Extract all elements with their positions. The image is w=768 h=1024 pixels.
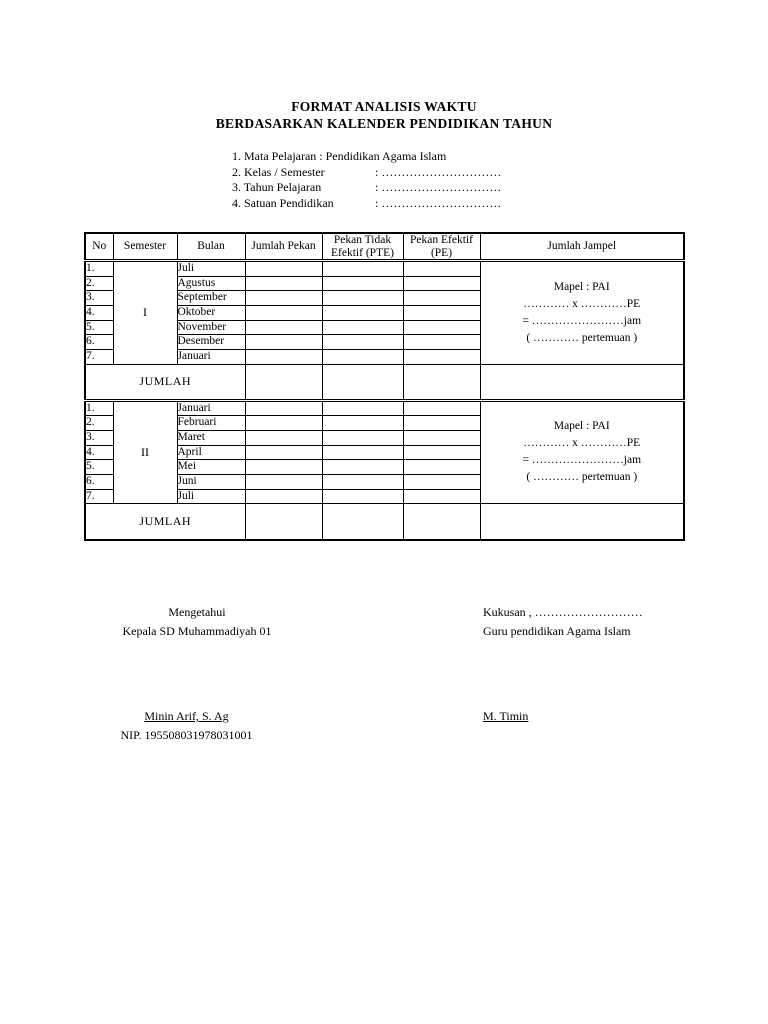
pe-cell [403, 474, 480, 489]
pte-cell [322, 489, 403, 504]
jumlah-pekan-cell [245, 504, 322, 540]
table-row [85, 261, 684, 277]
jumlah-pekan-cell [245, 291, 322, 306]
jumlah-row [85, 364, 684, 400]
bulan-cell: Juli [177, 489, 245, 504]
header-line: Pekan Tidak [333, 234, 392, 246]
bulan-cell: Agustus [177, 276, 245, 291]
signature-place-line: Kukusan , ……………………… [483, 605, 643, 619]
col-header-jumlah-jampel: Jumlah Jampel [480, 233, 684, 261]
pte-cell [322, 460, 403, 475]
no-cell: 2. [85, 276, 113, 291]
bulan-cell: Desember [177, 335, 245, 350]
jumlah-pekan-cell [245, 349, 322, 364]
no-cell: 4. [85, 445, 113, 460]
table-row [85, 400, 684, 416]
jumlah-pekan-cell [245, 305, 322, 320]
col-header-jumlah-pekan: Jumlah Pekan [245, 233, 322, 261]
signer-left [84, 707, 289, 745]
header-line: Pekan Efektif [410, 234, 473, 246]
signature-block-left [84, 603, 310, 640]
jumlah-label-cell: JUMLAH [85, 364, 245, 400]
pe-cell [403, 335, 480, 350]
jumlah-pekan-cell [245, 400, 322, 416]
no-cell: 5. [85, 460, 113, 475]
table-header-row [85, 233, 684, 261]
no-cell: 6. [85, 335, 113, 350]
pe-cell [403, 445, 480, 460]
bulan-cell: Mei [177, 460, 245, 475]
pte-cell [322, 445, 403, 460]
pte-cell [322, 364, 403, 400]
col-header-pekan-efektif [403, 233, 480, 261]
col-header-bulan: Bulan [177, 233, 245, 261]
info-label: 1. Mata Pelajaran : Pendidikan Agama Islam [232, 149, 447, 163]
jumlah-pekan-cell [245, 474, 322, 489]
signer-nip: NIP. 195508031978031001 [120, 728, 253, 742]
col-header-pekan-tidak-efektif [322, 233, 403, 261]
jampel-line: Mapel : PAI [553, 420, 610, 433]
info-value: : ………………………… [375, 164, 502, 179]
pte-cell [322, 430, 403, 445]
signature-block-right [483, 603, 643, 640]
jumlah-pekan-cell [245, 276, 322, 291]
no-cell: 6. [85, 474, 113, 489]
info-item-kelas-semester [232, 165, 501, 181]
bulan-cell: Juni [177, 474, 245, 489]
pte-cell [322, 305, 403, 320]
pe-cell [403, 400, 480, 416]
jumlah-pekan-cell [245, 445, 322, 460]
page-title [0, 99, 768, 132]
info-item-mata-pelajaran [232, 149, 501, 165]
signer-name: Minin Arif, S. Ag [144, 709, 229, 723]
pte-cell [322, 400, 403, 416]
signature-role-line: Kepala SD Muhammadiyah 01 [122, 623, 272, 638]
jampel-line: ………… x …………PE [523, 297, 641, 310]
jumlah-jampel-cell [480, 364, 684, 400]
no-cell: 7. [85, 489, 113, 504]
jampel-line: ( ………… pertemuan ) [526, 471, 638, 484]
col-header-no: No [85, 233, 113, 261]
signature-role-line: Mengetahui [168, 605, 226, 619]
pe-cell [403, 291, 480, 306]
pe-cell [403, 416, 480, 431]
no-cell: 3. [85, 430, 113, 445]
pe-cell [403, 504, 480, 540]
pte-cell [322, 335, 403, 350]
pe-cell [403, 460, 480, 475]
jumlah-jampel-cell [480, 504, 684, 540]
info-label: 4. Satuan Pendidikan [232, 195, 334, 210]
no-cell: 4. [85, 305, 113, 320]
jumlah-pekan-cell [245, 364, 322, 400]
no-cell: 3. [85, 291, 113, 306]
pte-cell [322, 416, 403, 431]
info-item-satuan-pendidikan [232, 196, 501, 212]
header-line: Efektif (PTE) [331, 246, 394, 259]
signer-right [483, 707, 528, 726]
bulan-cell: Maret [177, 430, 245, 445]
jampel-line: = ……………………jam [522, 314, 642, 327]
jampel-line: Mapel : PAI [553, 280, 610, 293]
jumlah-jampel-cell [480, 400, 684, 504]
bulan-cell: April [177, 445, 245, 460]
info-label: 2. Kelas / Semester [232, 164, 325, 179]
pe-cell [403, 320, 480, 335]
pte-cell [322, 291, 403, 306]
jumlah-pekan-cell [245, 416, 322, 431]
time-analysis-table [84, 232, 685, 541]
bulan-cell: September [177, 291, 245, 306]
jampel-line: ………… x …………PE [523, 437, 641, 450]
title-line-2: BERDASARKAN KALENDER PENDIDIKAN TAHUN [215, 115, 553, 131]
jumlah-pekan-cell [245, 320, 322, 335]
bulan-cell: Januari [177, 400, 245, 416]
title-line-1: FORMAT ANALISIS WAKTU [291, 99, 477, 114]
no-cell: 2. [85, 416, 113, 431]
info-label: 3. Tahun Pelajaran [232, 180, 322, 195]
jumlah-pekan-cell [245, 460, 322, 475]
info-value: : ………………………… [375, 180, 502, 195]
signer-name: M. Timin [483, 709, 529, 723]
no-cell: 5. [85, 320, 113, 335]
pe-cell [403, 349, 480, 364]
jampel-line: ( ………… pertemuan ) [526, 331, 638, 344]
pe-cell [403, 261, 480, 277]
pe-cell [403, 489, 480, 504]
bulan-cell: Januari [177, 349, 245, 364]
info-value: : ………………………… [375, 195, 502, 210]
pte-cell [322, 504, 403, 540]
pe-cell [403, 364, 480, 400]
bulan-cell: Februari [177, 416, 245, 431]
pe-cell [403, 305, 480, 320]
pte-cell [322, 320, 403, 335]
col-header-semester: Semester [113, 233, 177, 261]
jumlah-pekan-cell [245, 261, 322, 277]
pte-cell [322, 349, 403, 364]
pte-cell [322, 474, 403, 489]
jampel-line: = ……………………jam [522, 454, 642, 467]
no-cell: 1. [85, 400, 113, 416]
signature-role-line: Guru pendidikan Agama Islam [483, 623, 631, 638]
no-cell: 1. [85, 261, 113, 277]
pte-cell [322, 276, 403, 291]
pe-cell [403, 276, 480, 291]
jumlah-label-cell: JUMLAH [85, 504, 245, 540]
pte-cell [322, 261, 403, 277]
jumlah-jampel-cell [480, 261, 684, 365]
pe-cell [403, 430, 480, 445]
info-item-tahun-pelajaran [232, 180, 501, 196]
semester-cell: II [113, 400, 177, 504]
no-cell: 7. [85, 349, 113, 364]
bulan-cell: Oktober [177, 305, 245, 320]
bulan-cell: Juli [177, 261, 245, 277]
bulan-cell: November [177, 320, 245, 335]
jumlah-pekan-cell [245, 335, 322, 350]
semester-cell: I [113, 261, 177, 365]
subject-info-list [232, 149, 501, 211]
header-line: (PE) [430, 246, 453, 259]
jumlah-row [85, 504, 684, 540]
jumlah-pekan-cell [245, 489, 322, 504]
jumlah-pekan-cell [245, 430, 322, 445]
